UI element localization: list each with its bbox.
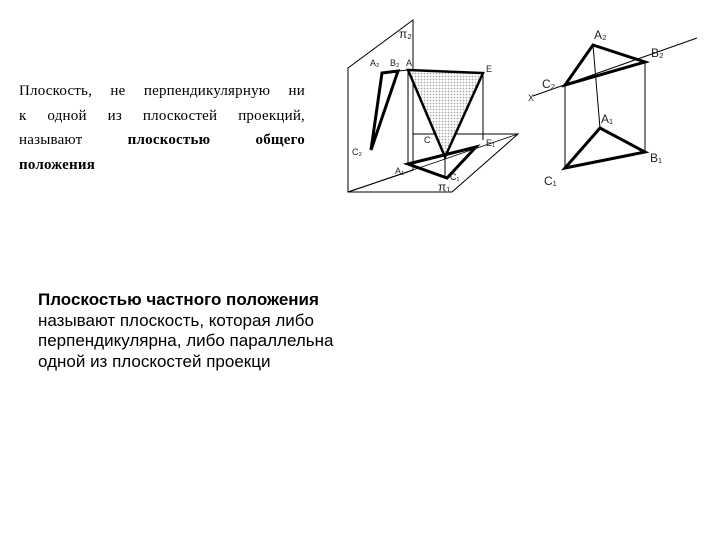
general-text-line-2: к одной из плоскостей проекций, [19,107,305,124]
axis-x-right [533,38,697,96]
label-a1-right: A₁ [601,112,614,126]
frontal-projection-right [565,45,645,85]
label-a1-left: A₁ [395,166,405,176]
label-c-left: C [424,135,431,145]
label-c2-right: C₂ [542,77,556,91]
particular-text: называют плоскость, которая либо перпендикулярна, либо параллельна одной из плоскостей проекци [38,310,334,371]
spatial-diagram [348,20,518,194]
particular-term: Плоскостью частного положения [38,290,319,309]
spatial-triangle [408,70,483,157]
general-term-word-3: положения [19,156,96,173]
label-c1-left: C₁ [450,172,460,182]
general-text-line-1: Плоскость, не перпендикулярную ни [19,83,305,99]
label-e-left: E [486,64,493,74]
general-term-word-2: общего [255,132,305,148]
general-text-prefix: называют [19,132,83,148]
frontal-projection-triangle [371,71,398,150]
general-term-word-1: плоскостью [127,132,211,148]
label-b2-right: B₂ [651,46,664,60]
epure-diagram [528,28,697,188]
label-pi1: π₁ [438,180,451,194]
label-a-left: A [406,58,413,68]
label-b1-right: B₁ [650,151,663,165]
label-e1-left: E₁ [486,138,496,148]
label-c2-left: C₂ [352,147,362,157]
label-a2-left: A₂ [370,58,380,68]
label-b2-left: B₂ [390,58,400,68]
label-x-right: X [528,93,535,103]
horizontal-projection-right [565,128,645,168]
label-a2-right: A₂ [594,28,607,42]
label-pi2: π₂ [399,27,412,41]
label-c1-right: C₁ [544,174,557,188]
